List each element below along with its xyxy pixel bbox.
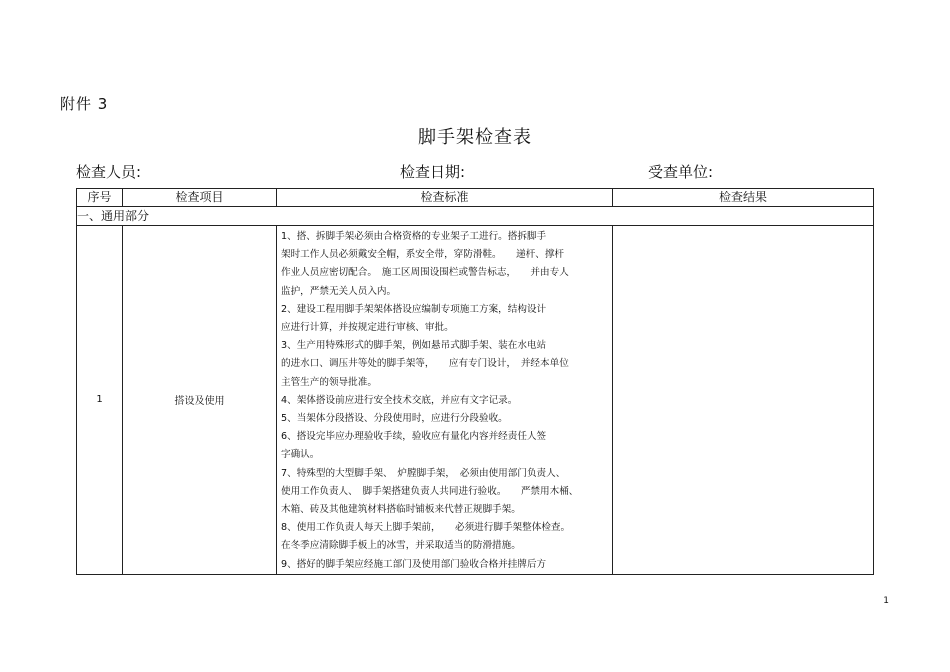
header-number: 序号 xyxy=(77,189,123,207)
standard-line: 8、使用工作负责人每天上脚手架前， 必须进行脚手架整体检查。 xyxy=(281,522,571,534)
inspection-table xyxy=(76,188,874,575)
standard-line: 7、特殊型的大型脚手架、 炉膛脚手架， 必须由使用部门负责人、 xyxy=(281,467,566,479)
inspector-label: 检查人员: xyxy=(76,163,142,181)
row-number: 1 xyxy=(77,226,123,575)
standard-line: 5、当架体分段搭设、分段使用时，应进行分段验收。 xyxy=(281,413,508,425)
table-header-row xyxy=(77,189,874,207)
standard-line: 主管生产的领导批准。 xyxy=(281,376,377,388)
row-result xyxy=(613,226,874,575)
inspection-date-label: 检查日期: xyxy=(400,163,466,181)
header-result: 检查结果 xyxy=(613,189,874,207)
standard-line: 应进行计算，并按规定进行审核、审批。 xyxy=(281,322,454,334)
standard-line: 监护，严禁无关人员入内。 xyxy=(281,285,397,297)
header-item: 检查项目 xyxy=(123,189,277,207)
standard-line: 9、搭好的脚手架应经施工部门及使用部门验收合格并挂牌后方 xyxy=(281,558,547,570)
standard-line: 6、搭设完毕应办理验收手续，验收应有量化内容并经责任人签 xyxy=(281,431,547,443)
attachment-label: 附件 3 xyxy=(60,95,109,113)
row-standard xyxy=(277,226,613,575)
inspected-unit-label: 受查单位: xyxy=(648,163,714,181)
header-standard: 检查标准 xyxy=(277,189,613,207)
standard-line: 4、架体搭设前应进行安全技术交底，并应有文字记录。 xyxy=(281,394,518,406)
row-item: 搭设及使用 xyxy=(123,226,277,575)
page-number: 1 xyxy=(883,596,889,606)
standard-lines xyxy=(281,228,609,574)
standard-line: 作业人员应密切配合。 施工区周围设围栏或警告标志， 并由专人 xyxy=(281,267,569,279)
standard-line: 字确认。 xyxy=(281,449,320,461)
table-row xyxy=(77,226,874,575)
standard-line: 1、搭、拆脚手架必须由合格资格的专业架子工进行。搭拆脚手 xyxy=(281,231,547,242)
standard-line: 2、建设工程用脚手架架体搭设应编制专项施工方案，结构设计 xyxy=(281,303,547,315)
standard-line: 在冬季应清除脚手板上的冰雪，并采取适当的防滑措施。 xyxy=(281,540,521,552)
standard-line: 木箱、砖及其他建筑材料搭临时铺板来代替正规脚手架。 xyxy=(281,504,521,516)
standard-line: 使用工作负责人、 脚手架搭建负责人共同进行验收。 严禁用木桶、 xyxy=(281,485,579,497)
page-title: 脚手架检查表 xyxy=(418,127,532,148)
section-row xyxy=(77,207,874,226)
standard-line: 的进水口、调压井等处的脚手架等， 应有专门设计， 并经本单位 xyxy=(281,358,569,370)
standard-line: 3、生产用特殊形式的脚手架，例如悬吊式脚手架、装在水电站 xyxy=(281,340,547,352)
section-title: 一、通用部分 xyxy=(77,207,874,226)
standard-line: 架时工作人员必须戴安全帽，系安全带，穿防滑鞋。 递杆、撑杆 xyxy=(281,249,565,261)
